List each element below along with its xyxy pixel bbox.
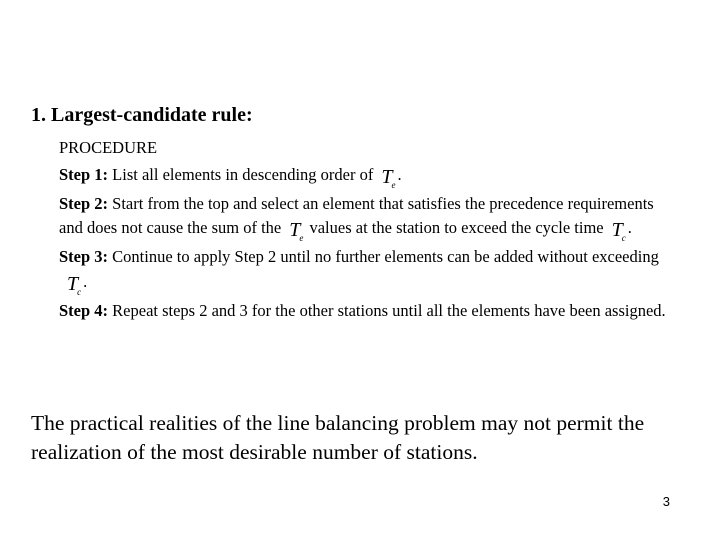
te-symbol	[381, 165, 396, 193]
page-number: 3	[662, 494, 670, 509]
step-1-label: Step 1:	[59, 164, 109, 184]
te-symbol-base: T	[289, 219, 301, 241]
te-symbol-subscript: e	[391, 179, 396, 190]
tc-symbol-subscript: c	[77, 286, 82, 297]
step-4-text: Repeat steps 2 and 3 for the other stations until all the elements have been assigned.	[108, 300, 666, 320]
te-symbol-base: T	[381, 165, 393, 188]
step-1-text: List all elements in descending order of	[108, 164, 374, 184]
te-symbol-subscript: e	[299, 233, 304, 243]
step-3-text-end: .	[83, 271, 88, 291]
tc-symbol-base: T	[611, 219, 623, 241]
step-4-label: Step 4:	[59, 300, 109, 320]
rule-heading: 1. Largest-candidate rule:	[31, 104, 253, 126]
step-2-text-middle: values at the station to exceed the cycle time	[305, 218, 604, 237]
tc-symbol	[67, 272, 82, 300]
step-3	[59, 245, 679, 297]
step-3-text: Continue to apply Step 2 until no further elements can be added without exceeding	[108, 247, 659, 266]
tc-symbol-base: T	[67, 272, 79, 295]
step-1	[59, 163, 679, 190]
step-2	[59, 192, 679, 244]
te-symbol	[289, 219, 304, 246]
procedure-block	[59, 136, 679, 323]
step-1-text-end: .	[397, 164, 402, 184]
step-2-label: Step 2:	[59, 193, 109, 213]
step-2-text-end: .	[627, 218, 632, 237]
step-3-label: Step 3:	[59, 247, 109, 266]
step-4	[59, 299, 679, 324]
summary-paragraph: The practical realities of the line balancing problem may not permit the realization of the most desirable number of stations.	[31, 411, 645, 464]
step-2-text: Start from the top and select an element that satisfies the precedence requirements and does not cause the sum of the	[59, 193, 654, 237]
tc-symbol	[611, 219, 626, 246]
procedure-label: PROCEDURE	[59, 138, 158, 157]
tc-symbol-subscript: c	[621, 233, 626, 243]
